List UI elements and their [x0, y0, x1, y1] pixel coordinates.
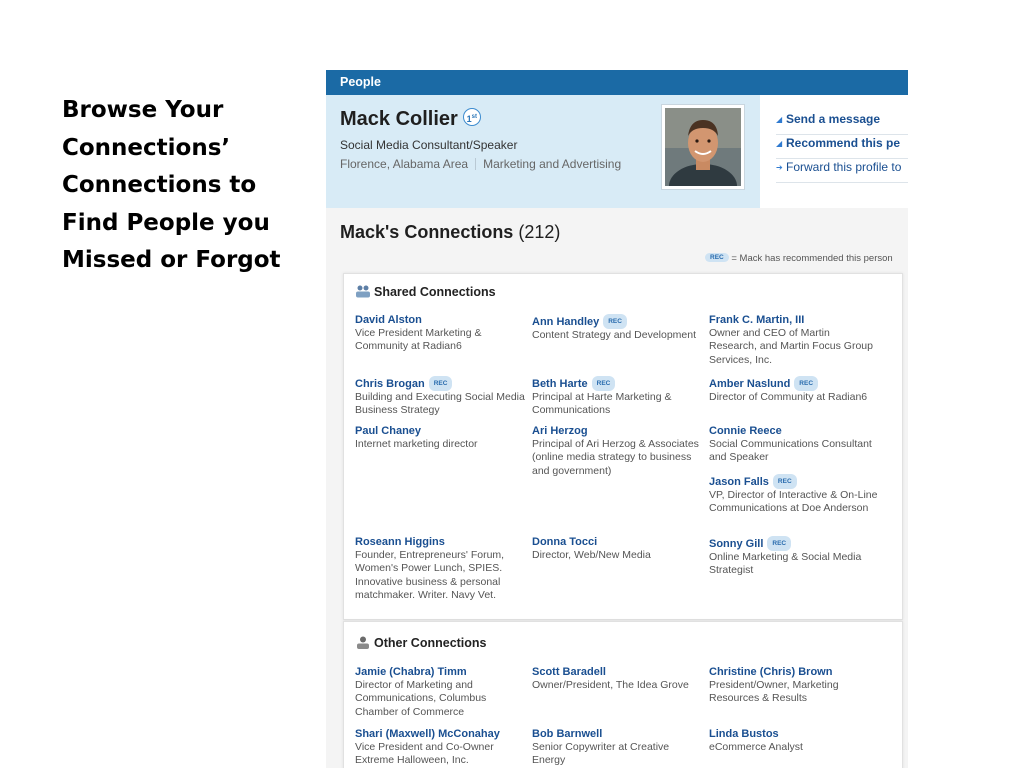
connection-name-link[interactable]: Amber Naslund REC [709, 376, 879, 391]
recommended-legend [701, 253, 893, 264]
connection-name-link[interactable]: Sonny Gill REC [709, 536, 879, 551]
connection-name-link[interactable]: Roseann Higgins [355, 536, 445, 548]
connection-item [532, 425, 702, 478]
connection-name-link[interactable]: David Alston [355, 314, 422, 326]
recommend-link[interactable]: ◢ Recommend this pe [776, 136, 908, 159]
connection-item [355, 425, 525, 451]
profile-headline: Social Media Consultant/Speaker [340, 138, 518, 152]
connection-title: Social Communications Consultant and Speaker [709, 438, 872, 464]
shared-people-icon [356, 285, 370, 301]
divider [475, 158, 476, 170]
profile-industry: Marketing and Advertising [483, 157, 622, 171]
rec-badge-icon: REC [794, 376, 818, 391]
connection-name-link[interactable]: Frank C. Martin, III [709, 314, 805, 326]
connection-name-link[interactable]: Connie Reece [709, 425, 782, 437]
connection-name-link[interactable]: Christine (Chris) Brown [709, 666, 833, 678]
connection-name-link[interactable]: Jamie (Chabra) Timm [355, 666, 467, 678]
connection-title: Founder, Entrepreneurs' Forum, Women's Power Lunch, SPIES. Innovative business & personal matchmaker. Writer. Navy Vet. [355, 549, 505, 601]
person-icon [356, 636, 370, 652]
connection-name-link[interactable]: Chris Brogan REC [355, 376, 525, 391]
connection-name-link[interactable]: Ari Herzog [532, 425, 588, 437]
slide-title-line: Connections’ [62, 134, 231, 161]
profile-name[interactable]: Mack Collier [340, 108, 458, 130]
connections-count: (212) [518, 222, 561, 242]
connection-item [709, 425, 879, 465]
slide-title-line: Missed or Forgot [62, 247, 281, 273]
profile-location-row [340, 157, 621, 171]
connection-title: Online Marketing & Social Media Strategist [709, 551, 862, 577]
connections-heading [340, 222, 560, 243]
connection-title: eCommerce Analyst [709, 741, 803, 753]
rec-badge-icon: REC [603, 314, 627, 329]
profile-card [326, 95, 760, 208]
slide-title-line: Connections to [62, 172, 257, 198]
first-degree-badge-icon: 1st [463, 108, 481, 126]
slide-title [62, 92, 302, 280]
connection-title: Internet marketing director [355, 438, 478, 450]
connection-title: VP, Director of Interactive & On-Line Communications at Doe Anderson [709, 489, 878, 515]
header-label: People [340, 75, 381, 89]
profile-actions [760, 95, 908, 208]
connection-name-link[interactable]: Jason Falls REC [709, 474, 879, 489]
profile-photo[interactable] [662, 105, 744, 189]
connection-name-link[interactable]: Paul Chaney [355, 425, 422, 437]
profile-name-row [340, 108, 481, 131]
send-message-link[interactable]: ◢ Send a message [776, 112, 908, 135]
shared-connections-heading: Shared Connections [356, 285, 496, 301]
slide-title-line: Browse Your [62, 97, 224, 123]
rec-badge-icon: REC [773, 474, 797, 489]
connection-item [709, 666, 879, 706]
person-photo-icon [665, 108, 741, 186]
connection-name-link[interactable]: Linda Bustos [709, 728, 779, 740]
other-connections-heading: Other Connections [356, 636, 487, 652]
other-connections-panel [343, 621, 903, 768]
connection-item [355, 728, 525, 768]
connection-item [532, 728, 702, 768]
connection-title: Building and Executing Social Media Business Strategy [355, 391, 525, 417]
connection-item [532, 376, 702, 418]
connection-title: Director of Community at Radian6 [709, 391, 868, 403]
rec-badge-icon: REC [767, 536, 791, 551]
connection-title: Senior Copywriter at Creative Energy [532, 741, 670, 767]
rec-badge-icon: REC [429, 376, 453, 391]
connection-item [532, 666, 702, 692]
connection-title: Vice President and Co-Owner Extreme Halloween, Inc. [355, 741, 494, 767]
connection-item [532, 536, 702, 562]
connection-item [355, 376, 525, 418]
connection-item [709, 536, 879, 578]
rec-badge-icon: REC [705, 253, 729, 262]
connection-item [709, 474, 879, 516]
connections-title: Mack's Connections [340, 222, 514, 242]
legend-text: = Mack has recommended this person [731, 253, 893, 264]
slide-title-line: Find People you [62, 209, 270, 236]
connection-item [709, 376, 879, 404]
people-header-bar [326, 70, 908, 95]
connection-title: Director of Marketing and Communications, Columbus Chamber of Commerce [355, 679, 487, 718]
rec-badge-icon: REC [592, 376, 616, 391]
connection-title: Owner/President, The Idea Grove [532, 679, 689, 691]
connection-title: Owner and CEO of Martin Research, and Martin Focus Group Services, Inc. [709, 327, 873, 366]
linkedin-screenshot [326, 70, 908, 768]
connection-name-link[interactable]: Ann Handley REC [532, 314, 702, 329]
connection-title: President/Owner, Marketing Resources & Results [709, 679, 839, 705]
connection-item [355, 666, 525, 719]
connection-item [355, 314, 525, 354]
connection-title: Vice President Marketing & Community at Radian6 [355, 327, 482, 353]
connection-name-link[interactable]: Donna Tocci [532, 536, 598, 548]
profile-location: Florence, Alabama Area [340, 157, 469, 171]
connection-name-link[interactable]: Scott Baradell [532, 666, 606, 678]
forward-profile-link[interactable]: ➔ Forward this profile to [776, 160, 908, 183]
shared-connections-panel [343, 273, 903, 620]
connection-title: Director, Web/New Media [532, 549, 651, 561]
connection-name-link[interactable]: Shari (Maxwell) McConahay [355, 728, 500, 740]
connection-title: Principal of Ari Herzog & Associates (online media strategy to business and government) [532, 438, 699, 477]
connection-name-link[interactable]: Beth Harte REC [532, 376, 702, 391]
connection-item [355, 536, 525, 602]
arrow-icon: ◢ [776, 139, 783, 148]
connection-title: Content Strategy and Development [532, 329, 697, 341]
connection-title: Principal at Harte Marketing & Communications [532, 391, 672, 417]
arrow-icon: ◢ [776, 115, 783, 124]
connection-item [709, 728, 879, 754]
arrow-right-icon: ➔ [776, 163, 783, 172]
connection-item [709, 314, 879, 367]
connection-name-link[interactable]: Bob Barnwell [532, 728, 603, 740]
connection-item [532, 314, 702, 342]
